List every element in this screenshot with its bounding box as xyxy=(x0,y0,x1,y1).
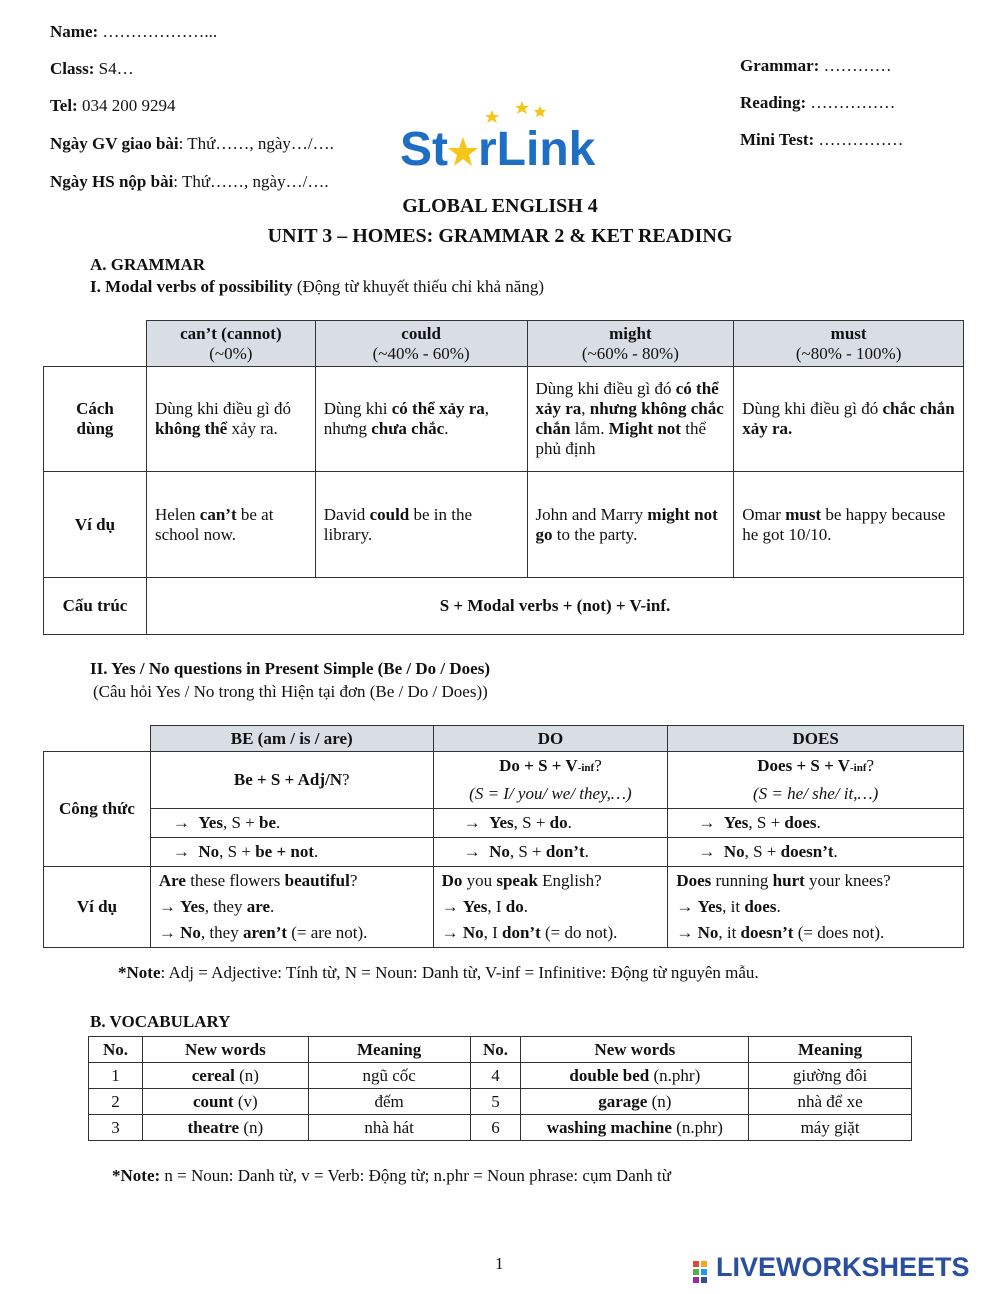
vocab-no: 4 xyxy=(470,1063,521,1089)
vocab-header-meaning-2: Meaning xyxy=(749,1037,912,1063)
vocab-header-meaning: Meaning xyxy=(308,1037,470,1063)
usage-must: Dùng khi điều gì đó chắc chắn xảy ra. xyxy=(734,367,964,472)
does-no-answer: → No, S + doesn’t. xyxy=(668,838,964,867)
vocab-meaning: ngũ cốc xyxy=(308,1063,470,1089)
col-could: could (~40% - 60%) xyxy=(315,321,527,367)
table-row xyxy=(89,1089,912,1115)
arrow-icon: → xyxy=(172,813,190,832)
arrow-icon: → xyxy=(698,842,716,861)
vocab-meaning: đếm xyxy=(308,1089,470,1115)
tel-line: Tel: 034 200 9294 xyxy=(50,96,176,115)
logo-star-icon xyxy=(448,133,478,173)
submit-date-line: Ngày HS nộp bài: Thứ……, ngày…/…. xyxy=(50,172,329,191)
liveworksheets-brand[interactable]: LIVEWORKSHEETS xyxy=(692,1252,970,1285)
reading-score-line: Reading: …………… xyxy=(740,93,896,112)
assign-date-line: Ngày GV giao bài: Thứ……, ngày…/…. xyxy=(50,134,334,153)
vocab-no: 6 xyxy=(470,1115,521,1141)
grammar-score-line: Grammar: ………… xyxy=(740,56,892,75)
col-be: BE (am / is / are) xyxy=(150,726,433,752)
vocab-meaning: nhà để xe xyxy=(749,1089,912,1115)
col-do: DO xyxy=(433,726,668,752)
arrow-icon: → xyxy=(463,813,481,832)
col-does: DOES xyxy=(668,726,964,752)
do-yes-answer: → Yes, S + do. xyxy=(433,809,668,838)
vocab-header-words: New words xyxy=(142,1037,308,1063)
vocab-no: 5 xyxy=(470,1089,521,1115)
do-no-answer: → No, S + don’t. xyxy=(433,838,668,867)
yes-no-heading: II. Yes / No questions in Present Simple (Be / Do / Does) xyxy=(90,659,490,678)
example-row-label: Ví dụ xyxy=(44,472,147,578)
vocab-meaning: nhà hát xyxy=(308,1115,470,1141)
vocab-word: cereal (n) xyxy=(142,1063,308,1089)
be-yes-answer: → Yes, S + be. xyxy=(150,809,433,838)
vocab-meaning: máy giặt xyxy=(749,1115,912,1141)
vocab-meaning: giường đôi xyxy=(749,1063,912,1089)
vocab-header-words-2: New words xyxy=(521,1037,749,1063)
yes-no-heading-vn: (Câu hỏi Yes / No trong thì Hiện tại đơn (Be / Do / Does)) xyxy=(93,682,488,701)
grammar-note: *Note: Adj = Adjective: Tính từ, N = Noun: Danh từ, V-inf = Infinitive: Động từ nguyên mẫu. xyxy=(118,963,759,982)
page-title: GLOBAL ENGLISH 4 xyxy=(402,195,598,217)
does-formula: Does + S + V-inf? (S = he/ she/ it,…) xyxy=(668,752,964,809)
modal-verbs-heading: I. Modal verbs of possibility (Động từ khuyết thiếu chỉ khả năng) xyxy=(90,277,545,296)
usage-could: Dùng khi có thể xảy ra, nhưng chưa chắc. xyxy=(315,367,527,472)
formula-row-label: Công thức xyxy=(44,752,151,867)
example-might: John and Marry might not go to the party. xyxy=(527,472,734,578)
do-example: Do you speak English? → Yes, I do. → No, I don’t (= do not). xyxy=(433,867,668,948)
table-row xyxy=(89,1115,912,1141)
does-yes-answer: → Yes, S + does. xyxy=(668,809,964,838)
vocabulary-note: *Note: n = Noun: Danh từ, v = Verb: Động từ; n.phr = Noun phrase: cụm Danh từ xyxy=(112,1166,671,1185)
minitest-score-line: Mini Test: …………… xyxy=(740,130,904,149)
page-subtitle: UNIT 3 – HOMES: GRAMMAR 2 & KET READING xyxy=(267,225,733,247)
arrow-icon: → xyxy=(172,842,190,861)
student-name-line: Name: ………………... xyxy=(50,22,218,41)
usage-cant: Dùng khi điều gì đó không thể xảy ra. xyxy=(146,367,315,472)
arrow-icon: → xyxy=(698,813,716,832)
liveworksheets-logo-icon xyxy=(692,1259,716,1285)
vocab-word: garage (n) xyxy=(521,1089,749,1115)
vocab-word: washing machine (n.phr) xyxy=(521,1115,749,1141)
usage-might: Dùng khi điều gì đó có thể xảy ra, nhưng không chắc chắn lắm. Might not thể phủ định xyxy=(527,367,734,472)
example2-row-label: Ví dụ xyxy=(44,867,151,948)
vocab-word: theatre (n) xyxy=(142,1115,308,1141)
page-number: 1 xyxy=(495,1254,504,1273)
starlink-logo: St rLink xyxy=(400,96,640,186)
col-must: must (~80% - 100%) xyxy=(734,321,964,367)
example-must: Omar must be happy because he got 10/10. xyxy=(734,472,964,578)
vocabulary-table xyxy=(88,1036,912,1141)
yes-no-table xyxy=(43,725,964,948)
example-could: David could be in the library. xyxy=(315,472,527,578)
section-b-heading: B. VOCABULARY xyxy=(90,1012,231,1031)
vocab-word: double bed (n.phr) xyxy=(521,1063,749,1089)
structure-formula: S + Modal verbs + (not) + V-inf. xyxy=(146,578,963,635)
be-example: Are these flowers beautiful? → Yes, they are. → No, they aren’t (= are not). xyxy=(150,867,433,948)
col-cant: can’t (cannot) (~0%) xyxy=(146,321,315,367)
do-formula: Do + S + V-inf? (S = I/ you/ we/ they,…) xyxy=(433,752,668,809)
col-might: might (~60% - 80%) xyxy=(527,321,734,367)
section-a-heading: A. GRAMMAR xyxy=(90,255,206,274)
vocab-no: 1 xyxy=(89,1063,143,1089)
be-formula: Be + S + Adj/N? xyxy=(150,752,433,809)
structure-row-label: Cấu trúc xyxy=(44,578,147,635)
vocab-no: 3 xyxy=(89,1115,143,1141)
vocab-word: count (v) xyxy=(142,1089,308,1115)
example-cant: Helen can’t be at school now. xyxy=(146,472,315,578)
vocab-no: 2 xyxy=(89,1089,143,1115)
vocab-header-no: No. xyxy=(89,1037,143,1063)
usage-row-label: Cách dùng xyxy=(44,367,147,472)
arrow-icon: → xyxy=(463,842,481,861)
be-no-answer: → No, S + be + not. xyxy=(150,838,433,867)
table-row xyxy=(89,1063,912,1089)
vocab-header-no-2: No. xyxy=(470,1037,521,1063)
modal-verbs-table xyxy=(43,320,964,635)
does-example: Does running hurt your knees? → Yes, it does. → No, it doesn’t (= does not). xyxy=(668,867,964,948)
class-line: Class: S4… xyxy=(50,59,134,78)
